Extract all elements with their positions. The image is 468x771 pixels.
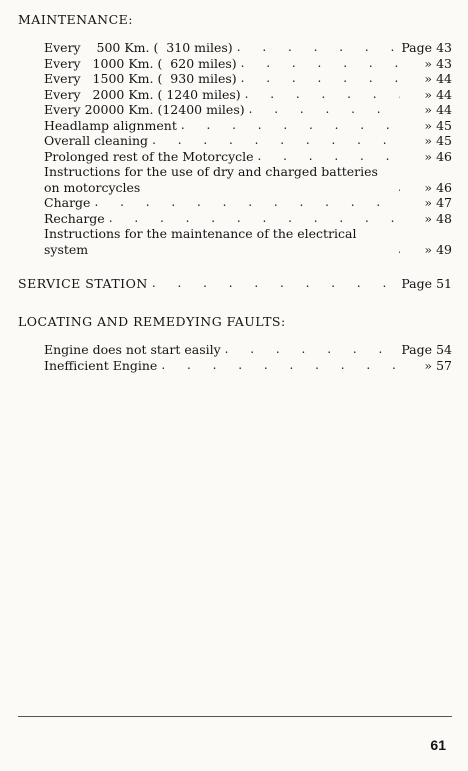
page-number-footer: 61 — [430, 737, 446, 753]
page-prefix: » — [424, 148, 433, 164]
page-number: 43 — [436, 55, 452, 71]
page-number: 54 — [436, 342, 452, 357]
entry-label: Every 500 Km. ( 310 miles) — [44, 40, 233, 55]
page-ref — [404, 195, 452, 211]
entry-label: Engine does not start easily — [44, 342, 221, 357]
page-number: 57 — [436, 357, 452, 373]
toc-entry — [44, 71, 452, 87]
entry-label: Charge — [44, 195, 91, 210]
page-prefix: Page — [401, 40, 433, 55]
page-ref — [401, 276, 452, 292]
entry-label: Every 1500 Km. ( 930 miles) — [44, 71, 237, 86]
dot-leader — [94, 195, 400, 211]
toc-entry — [44, 211, 452, 227]
page-prefix: » — [424, 102, 433, 117]
footer-divider — [18, 716, 452, 717]
page-ref — [404, 211, 452, 227]
toc-entry — [44, 118, 452, 134]
page-prefix: » — [424, 357, 433, 373]
page-ref — [404, 180, 452, 196]
page-ref — [404, 118, 452, 134]
dot-leader — [161, 358, 400, 374]
page-number: 48 — [436, 210, 452, 226]
page-ref — [404, 358, 452, 374]
page-number: 46 — [436, 148, 452, 164]
toc-entry — [44, 56, 452, 72]
page-number: 49 — [436, 241, 452, 257]
page-prefix: Page — [401, 342, 433, 357]
page-prefix: » — [424, 179, 433, 195]
entry-label: Every 20000 Km. (12400 miles) — [44, 102, 245, 117]
dot-leader — [109, 211, 400, 227]
page-prefix: » — [424, 55, 433, 71]
page-ref — [401, 40, 452, 56]
entry-label: Instructions for the maintenance of the electrical system — [44, 226, 357, 257]
faults-list — [44, 342, 452, 373]
dot-leader — [258, 149, 400, 165]
toc-entry — [44, 226, 452, 257]
dot-leader — [249, 102, 400, 118]
toc-entry — [44, 133, 452, 149]
entry-label: Inefficient Engine — [44, 357, 158, 373]
dot-leader — [152, 133, 400, 149]
page-number: 45 — [436, 133, 452, 148]
page-number: 45 — [436, 117, 452, 133]
page-prefix: » — [424, 71, 433, 86]
toc-entry — [44, 164, 452, 195]
page-prefix: Page — [401, 276, 433, 291]
toc-entry — [44, 195, 452, 211]
toc-entry — [44, 87, 452, 103]
page-number: 46 — [436, 179, 452, 195]
page-number: 51 — [436, 276, 452, 291]
page-ref — [404, 149, 452, 165]
entry-label: Instructions for the use of dry and charged batteries on motorcycles — [44, 164, 378, 195]
page-number: 44 — [436, 71, 452, 86]
entry-label: Every 1000 Km. ( 620 miles) — [44, 55, 237, 71]
dot-leader — [225, 342, 398, 358]
page-prefix: » — [424, 210, 433, 226]
page-ref — [404, 133, 452, 149]
maintenance-list — [44, 40, 452, 257]
page-number: 43 — [436, 40, 452, 55]
page-ref — [404, 56, 452, 72]
page-number: 44 — [436, 86, 452, 102]
page-prefix: » — [424, 195, 433, 210]
service-station-entry — [18, 276, 452, 292]
toc-entry — [44, 102, 452, 118]
dot-leader — [237, 40, 398, 56]
entry-label: Recharge — [44, 210, 105, 226]
page-number: 44 — [436, 102, 452, 117]
entry-label: Overall cleaning — [44, 133, 149, 148]
toc-entry — [44, 358, 452, 374]
page-number: 47 — [436, 195, 452, 210]
page-prefix: » — [424, 117, 433, 133]
dot-leader — [245, 87, 400, 103]
page-ref — [404, 102, 452, 118]
page-ref — [401, 342, 452, 358]
faults-heading: LOCATING AND REMEDYING FAULTS: — [18, 314, 286, 329]
entry-label: SERVICE STATION — [18, 276, 148, 291]
page-ref — [404, 71, 452, 87]
toc-entry — [18, 276, 452, 292]
toc-entry — [44, 40, 452, 56]
dot-leader — [181, 118, 400, 134]
page-prefix: » — [424, 86, 433, 102]
page-ref — [404, 87, 452, 103]
entry-label: Headlamp alignment — [44, 117, 177, 133]
maintenance-heading: MAINTENANCE: — [18, 12, 133, 27]
toc-entry — [44, 342, 452, 358]
page-ref — [404, 242, 452, 258]
entry-label: Every 2000 Km. ( 1240 miles) — [44, 86, 241, 102]
toc-entry — [44, 149, 452, 165]
entry-label: Prolonged rest of the Motorcycle — [44, 148, 254, 164]
dot-leader — [398, 180, 400, 196]
dot-leader — [152, 276, 398, 292]
dot-leader — [241, 56, 400, 72]
page-prefix: » — [424, 133, 433, 148]
dot-leader — [241, 71, 400, 87]
page-prefix: » — [424, 241, 433, 257]
dot-leader — [398, 242, 400, 258]
